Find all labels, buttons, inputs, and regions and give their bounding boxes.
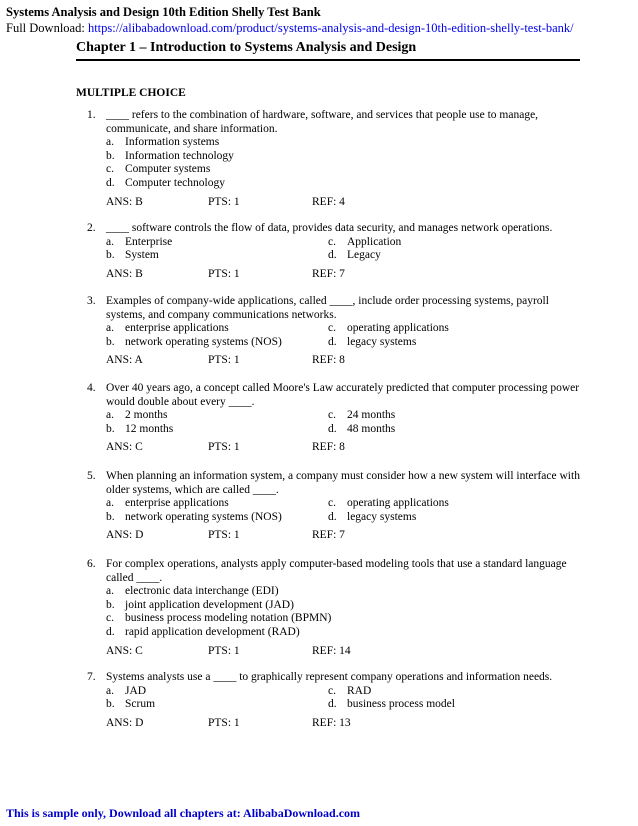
reference: REF: 8 xyxy=(312,441,345,454)
choice-label: c. xyxy=(328,684,336,697)
question-text: ____ refers to the combination of hardware, software, and services that people use to manage, communicate, and share information. xyxy=(106,109,539,135)
choice-label: b. xyxy=(106,335,115,348)
choice-text: legacy systems xyxy=(347,335,417,348)
reference: REF: 7 xyxy=(312,529,345,542)
choice-c xyxy=(106,612,587,626)
download-line xyxy=(6,20,574,36)
question-text: ____ software controls the flow of data, provides data security, and manages network operations. xyxy=(106,222,553,234)
choice-grid xyxy=(106,409,587,436)
answer-key: ANS: C xyxy=(106,644,143,657)
choice-label: b. xyxy=(106,698,115,711)
choice-label: b. xyxy=(106,422,115,435)
question-number: 6. xyxy=(87,558,96,570)
title-rule xyxy=(76,59,580,61)
answer-key: ANS: B xyxy=(106,195,143,208)
choice-label: c. xyxy=(106,612,114,625)
choice-label: d. xyxy=(106,176,115,189)
choice-c xyxy=(328,409,587,423)
choice-c xyxy=(106,163,587,177)
choice-grid xyxy=(106,497,587,524)
choice-label: d. xyxy=(328,510,337,523)
choice-a xyxy=(106,236,328,250)
choice-a xyxy=(106,409,328,423)
choice-d xyxy=(328,423,587,437)
choice-c xyxy=(328,497,587,511)
choice-text: Information systems xyxy=(125,136,220,149)
choice-a xyxy=(106,136,587,150)
choice-list xyxy=(106,585,587,639)
answer-row xyxy=(106,717,587,731)
choice-b xyxy=(106,336,328,350)
choice-grid xyxy=(106,236,587,263)
choice-text: Legacy xyxy=(347,249,381,262)
choice-d xyxy=(328,336,587,350)
choice-text: operating applications xyxy=(347,322,449,335)
question-4 xyxy=(87,382,587,455)
choice-b xyxy=(106,423,328,437)
choice-grid xyxy=(106,685,587,712)
choice-text: 24 months xyxy=(347,409,396,422)
points: PTS: 1 xyxy=(208,195,240,208)
choice-c xyxy=(328,322,587,336)
question-text: For complex operations, analysts apply computer-based modeling tools that use a standard language called ____. xyxy=(106,558,567,584)
points: PTS: 1 xyxy=(208,267,240,280)
choice-b xyxy=(106,511,328,525)
choice-label: c. xyxy=(106,163,114,176)
choice-text: operating applications xyxy=(347,497,449,510)
reference: REF: 13 xyxy=(312,716,351,729)
question-text: Examples of company-wide applications, called ____, include order processing systems, payroll systems, and company communications networks. xyxy=(106,295,549,321)
choice-label: a. xyxy=(106,684,114,697)
choice-text: business process model xyxy=(347,698,455,711)
question-1 xyxy=(87,109,587,209)
choice-b xyxy=(106,249,328,263)
choice-label: c. xyxy=(328,322,336,335)
choice-a xyxy=(106,585,587,599)
answer-row xyxy=(106,354,587,368)
choice-text: Scrum xyxy=(125,698,156,711)
choice-text: joint application development (JAD) xyxy=(125,598,294,611)
choice-label: b. xyxy=(106,149,115,162)
download-link[interactable]: https://alibabadownload.com/product/systems-analysis-and-design-10th-edition-shelly-test-bank/ xyxy=(87,21,574,35)
download-label: Full Download: xyxy=(6,21,88,35)
question-6 xyxy=(87,558,587,658)
choice-text: RAD xyxy=(347,684,372,697)
choice-label: a. xyxy=(106,136,114,149)
reference: REF: 8 xyxy=(312,354,345,367)
choice-text: network operating systems (NOS) xyxy=(125,335,282,348)
choice-label: b. xyxy=(106,249,115,262)
choice-label: c. xyxy=(328,497,336,510)
question-number: 7. xyxy=(87,671,96,683)
answer-row xyxy=(106,441,587,455)
choice-text: business process modeling notation (BPMN) xyxy=(125,612,332,625)
choice-a xyxy=(106,322,328,336)
choice-d xyxy=(328,511,587,525)
chapter-title: Chapter 1 – Introduction to Systems Analysis and Design xyxy=(76,40,417,55)
answer-row xyxy=(106,645,587,659)
answer-row xyxy=(106,268,587,282)
question-2 xyxy=(87,222,587,281)
reference: REF: 4 xyxy=(312,195,345,208)
points: PTS: 1 xyxy=(208,441,240,454)
reference: REF: 14 xyxy=(312,644,351,657)
choice-b xyxy=(106,698,328,712)
choice-label: b. xyxy=(106,510,115,523)
question-7 xyxy=(87,671,587,730)
choice-label: d. xyxy=(328,698,337,711)
choice-label: b. xyxy=(106,598,115,611)
choice-text: electronic data interchange (EDI) xyxy=(125,585,279,598)
choice-text: network operating systems (NOS) xyxy=(125,510,282,523)
points: PTS: 1 xyxy=(208,716,240,729)
choice-text: enterprise applications xyxy=(125,497,229,510)
question-number: 1. xyxy=(87,109,96,121)
section-title: MULTIPLE CHOICE xyxy=(76,87,186,99)
answer-key: ANS: D xyxy=(106,529,144,542)
choice-d xyxy=(106,177,587,191)
choice-c xyxy=(328,685,587,699)
choice-label: c. xyxy=(328,409,336,422)
answer-key: ANS: D xyxy=(106,716,144,729)
answer-row xyxy=(106,196,587,210)
answer-key: ANS: B xyxy=(106,267,143,280)
question-number: 3. xyxy=(87,295,96,307)
question-number: 5. xyxy=(87,470,96,482)
choice-text: 12 months xyxy=(125,422,174,435)
choice-a xyxy=(106,685,328,699)
choice-text: rapid application development (RAD) xyxy=(125,625,300,638)
choice-list xyxy=(106,136,587,190)
points: PTS: 1 xyxy=(208,644,240,657)
choice-text: legacy systems xyxy=(347,510,417,523)
question-text: Over 40 years ago, a concept called Moore's Law accurately predicted that computer processing power would double about every ____. xyxy=(106,382,580,408)
document-title: Systems Analysis and Design 10th Edition Shelly Test Bank xyxy=(6,5,321,19)
choice-label: d. xyxy=(328,422,337,435)
choice-label: d. xyxy=(106,625,115,638)
answer-key: ANS: C xyxy=(106,441,143,454)
answer-key: ANS: A xyxy=(106,354,143,367)
question-number: 4. xyxy=(87,382,96,394)
reference: REF: 7 xyxy=(312,267,345,280)
choice-a xyxy=(106,497,328,511)
choice-text: Computer systems xyxy=(125,163,211,176)
choice-label: a. xyxy=(106,322,114,335)
choice-label: c. xyxy=(328,235,336,248)
points: PTS: 1 xyxy=(208,354,240,367)
choice-text: enterprise applications xyxy=(125,322,229,335)
choice-text: Computer technology xyxy=(125,176,225,189)
choice-label: a. xyxy=(106,497,114,510)
choice-text: Information technology xyxy=(125,149,234,162)
choice-c xyxy=(328,236,587,250)
choice-text: Enterprise xyxy=(125,235,173,248)
question-3 xyxy=(87,295,587,368)
choice-label: a. xyxy=(106,585,114,598)
choice-label: d. xyxy=(328,249,337,262)
choice-d xyxy=(328,249,587,263)
choice-text: System xyxy=(125,249,159,262)
question-5 xyxy=(87,470,587,543)
footer-notice: This is sample only, Download all chapters at: AlibabaDownload.com xyxy=(6,806,361,820)
choice-d xyxy=(106,626,587,640)
question-text: When planning an information system, a company must consider how a new system will interface with older systems, which are called ____. xyxy=(106,470,580,496)
choice-text: 2 months xyxy=(125,409,168,422)
choice-b xyxy=(106,150,587,164)
question-number: 2. xyxy=(87,222,96,234)
choice-label: a. xyxy=(106,235,114,248)
choice-text: 48 months xyxy=(347,422,396,435)
answer-row xyxy=(106,529,587,543)
choice-text: JAD xyxy=(125,684,147,697)
choice-text: Application xyxy=(347,235,402,248)
choice-label: d. xyxy=(328,335,337,348)
choice-b xyxy=(106,599,587,613)
choice-grid xyxy=(106,322,587,349)
points: PTS: 1 xyxy=(208,529,240,542)
choice-d xyxy=(328,698,587,712)
question-text: Systems analysts use a ____ to graphically represent company operations and information needs. xyxy=(106,671,553,683)
choice-label: a. xyxy=(106,409,114,422)
